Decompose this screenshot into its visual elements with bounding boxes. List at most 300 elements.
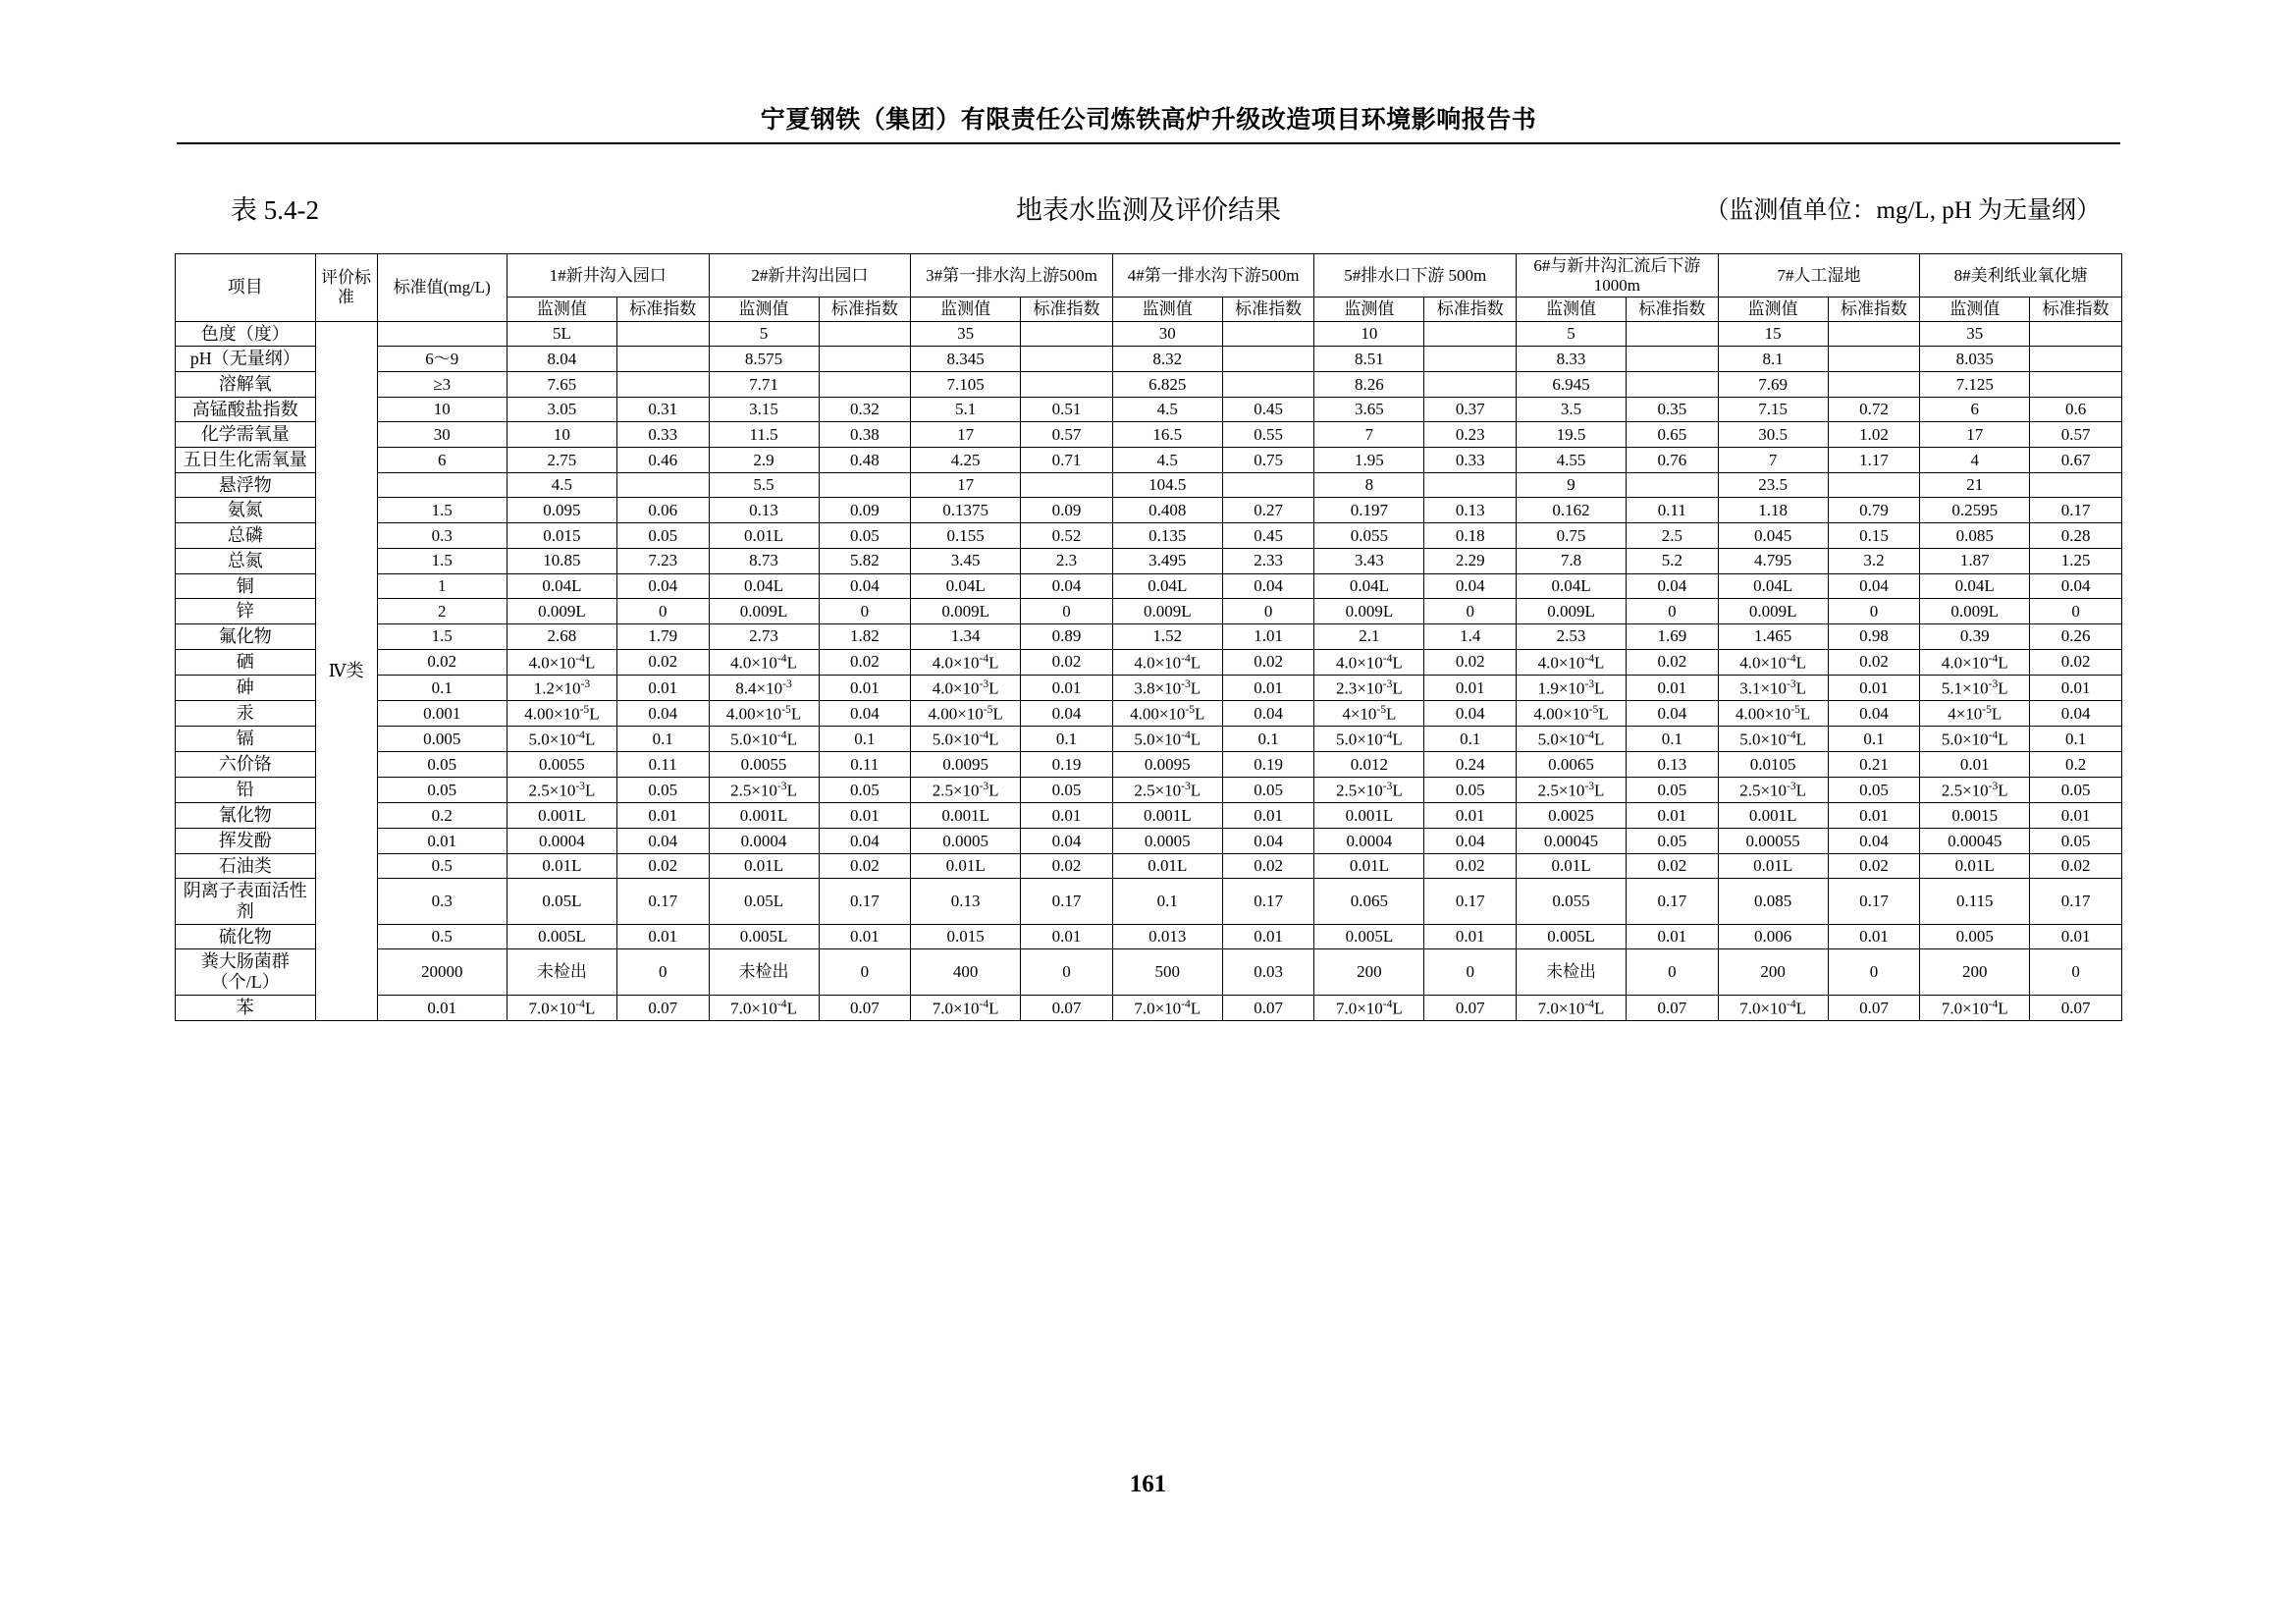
cell-index-5: 0.01 [1424, 803, 1517, 829]
cell-measured-4: 104.5 [1112, 472, 1222, 498]
cell-index-5 [1424, 347, 1517, 372]
cell-index-2: 0 [819, 599, 911, 624]
cell-index-6: 0.1 [1627, 727, 1719, 752]
row-standard-value: 0.2 [377, 803, 507, 829]
cell-index-2 [819, 372, 911, 398]
cell-index-1: 0.01 [616, 924, 709, 949]
cell-index-2: 0.01 [819, 924, 911, 949]
cell-index-1: 0.04 [616, 700, 709, 726]
cell-index-8: 0.17 [2030, 498, 2122, 523]
cell-measured-7: 0.009L [1718, 599, 1828, 624]
cell-index-6 [1627, 321, 1719, 347]
cell-measured-5: 0.01L [1314, 853, 1424, 879]
cell-measured-8: 0.115 [1920, 879, 2030, 924]
cell-measured-3: 7.105 [911, 372, 1021, 398]
cell-index-2: 1.82 [819, 623, 911, 649]
row-standard-value: 0.1 [377, 675, 507, 700]
cell-measured-3: 17 [911, 422, 1021, 448]
cell-index-3: 0.04 [1021, 828, 1113, 853]
cell-index-4: 0.04 [1222, 828, 1314, 853]
cell-measured-4: 0.001L [1112, 803, 1222, 829]
cell-index-7: 1.17 [1828, 448, 1920, 473]
cell-index-4: 0.05 [1222, 778, 1314, 803]
cell-index-2: 0.02 [819, 649, 911, 675]
cell-measured-2: 0.01L [709, 853, 819, 879]
cell-measured-7: 30.5 [1718, 422, 1828, 448]
cell-index-7: 0.21 [1828, 752, 1920, 778]
cell-index-2: 0.04 [819, 573, 911, 599]
sub-header-7-index: 标准指数 [1828, 298, 1920, 322]
cell-measured-6: 0.00045 [1517, 828, 1627, 853]
cell-measured-2: $5.0\times 10^{-4}L$ [709, 727, 819, 752]
cell-measured-6: 6.945 [1517, 372, 1627, 398]
cell-index-5: 0.33 [1424, 448, 1517, 473]
cell-measured-2: 0.0055 [709, 752, 819, 778]
row-item-label: 总氮 [176, 548, 316, 573]
cell-index-2: 0.11 [819, 752, 911, 778]
cell-measured-3: 0.009L [911, 599, 1021, 624]
cell-index-2: 0.01 [819, 803, 911, 829]
site-header-4: 4#第一排水沟下游500m [1112, 254, 1314, 298]
cell-measured-8: $2.5\times 10^{-3}L$ [1920, 778, 2030, 803]
cell-index-8: 0.6 [2030, 397, 2122, 422]
cell-index-6: 5.2 [1627, 548, 1719, 573]
sub-header-6-value: 监测值 [1517, 298, 1627, 322]
cell-measured-5: 0.001L [1314, 803, 1424, 829]
row-item-label: 硫化物 [176, 924, 316, 949]
water-monitoring-table [175, 253, 2122, 1021]
cell-measured-1: 0.0055 [507, 752, 616, 778]
cell-measured-3: 1.34 [911, 623, 1021, 649]
cell-index-4: 0.01 [1222, 803, 1314, 829]
cell-index-3: 0 [1021, 949, 1113, 995]
cell-index-1: 0.33 [616, 422, 709, 448]
cell-index-1 [616, 347, 709, 372]
cell-index-5: 0.18 [1424, 523, 1517, 549]
row-standard-value: 0.005 [377, 727, 507, 752]
cell-index-6: 0 [1627, 949, 1719, 995]
cell-index-5: 0 [1424, 599, 1517, 624]
sub-header-8-index: 标准指数 [2030, 298, 2122, 322]
cell-measured-2: 0.009L [709, 599, 819, 624]
cell-measured-7: 7.69 [1718, 372, 1828, 398]
cell-measured-4: 16.5 [1112, 422, 1222, 448]
cell-index-8: 0.07 [2030, 995, 2122, 1020]
cell-index-3: 0.02 [1021, 649, 1113, 675]
cell-index-2: 0.09 [819, 498, 911, 523]
cell-index-5: 2.29 [1424, 548, 1517, 573]
table-row [176, 448, 2122, 473]
cell-measured-2: 2.9 [709, 448, 819, 473]
table-row [176, 321, 2122, 347]
cell-measured-7: $4.0\times 10^{-4}L$ [1718, 649, 1828, 675]
cell-measured-7: 1.18 [1718, 498, 1828, 523]
cell-measured-6: 未检出 [1517, 949, 1627, 995]
cell-index-1 [616, 321, 709, 347]
cell-index-2: 0.32 [819, 397, 911, 422]
cell-index-7 [1828, 347, 1920, 372]
cell-index-4 [1222, 372, 1314, 398]
cell-index-6: 0.01 [1627, 924, 1719, 949]
cell-measured-4: 0.135 [1112, 523, 1222, 549]
row-item-label: 氨氮 [176, 498, 316, 523]
col-header-standard-value: 标准值(mg/L) [377, 254, 507, 322]
site-header-6: 6#与新井沟汇流后下游 1000m [1517, 254, 1719, 298]
cell-measured-5: $2.5\times 10^{-3}L$ [1314, 778, 1424, 803]
cell-index-2: 0.38 [819, 422, 911, 448]
cell-index-2: 0 [819, 949, 911, 995]
sub-header-2-index: 标准指数 [819, 298, 911, 322]
row-item-label: 铅 [176, 778, 316, 803]
row-standard-value: 1.5 [377, 623, 507, 649]
cell-measured-6: $4.0\times 10^{-4}L$ [1517, 649, 1627, 675]
cell-index-7: 0.01 [1828, 924, 1920, 949]
cell-measured-6: 0.0025 [1517, 803, 1627, 829]
cell-measured-5: 8.26 [1314, 372, 1424, 398]
cell-index-4: 0.75 [1222, 448, 1314, 473]
cell-index-5 [1424, 372, 1517, 398]
cell-measured-2: 未检出 [709, 949, 819, 995]
sub-header-1-value: 监测值 [507, 298, 616, 322]
cell-measured-1: 0.001L [507, 803, 616, 829]
cell-index-8: 0.26 [2030, 623, 2122, 649]
cell-measured-4: 4.5 [1112, 397, 1222, 422]
cell-index-1: 0.31 [616, 397, 709, 422]
page-number: 161 [1129, 1471, 1167, 1497]
cell-index-7: 0.72 [1828, 397, 1920, 422]
cell-index-8: 0.01 [2030, 803, 2122, 829]
cell-measured-7: 0.085 [1718, 879, 1828, 924]
cell-index-3: 0 [1021, 599, 1113, 624]
cell-index-1: 0.1 [616, 727, 709, 752]
cell-index-6: 0.65 [1627, 422, 1719, 448]
cell-measured-3: 0.1375 [911, 498, 1021, 523]
row-item-label: 砷 [176, 675, 316, 700]
cell-measured-4: 0.408 [1112, 498, 1222, 523]
table-row [176, 372, 2122, 398]
cell-measured-1: 2.68 [507, 623, 616, 649]
cell-measured-2: $4.00\times 10^{-5}L$ [709, 700, 819, 726]
row-item-label: 苯 [176, 995, 316, 1020]
cell-measured-1: 0.0004 [507, 828, 616, 853]
cell-measured-7: 0.00055 [1718, 828, 1828, 853]
cell-index-6 [1627, 372, 1719, 398]
site-header-8: 8#美利纸业氧化塘 [1920, 254, 2122, 298]
cell-index-3 [1021, 472, 1113, 498]
table-caption [177, 189, 2120, 228]
row-standard-value: 0.05 [377, 778, 507, 803]
cell-index-8 [2030, 321, 2122, 347]
cell-measured-2: 3.15 [709, 397, 819, 422]
cell-index-8: 0.05 [2030, 778, 2122, 803]
cell-measured-4: 30 [1112, 321, 1222, 347]
table-row [176, 803, 2122, 829]
cell-index-1: 7.23 [616, 548, 709, 573]
cell-index-8: 1.25 [2030, 548, 2122, 573]
row-standard-value: 30 [377, 422, 507, 448]
cell-index-8: 0.57 [2030, 422, 2122, 448]
cell-index-2 [819, 347, 911, 372]
cell-measured-8: 8.035 [1920, 347, 2030, 372]
cell-index-4: 0.45 [1222, 523, 1314, 549]
cell-index-2: 0.05 [819, 778, 911, 803]
table-row [176, 879, 2122, 924]
cell-index-4: 0.19 [1222, 752, 1314, 778]
cell-index-1: 0.04 [616, 828, 709, 853]
cell-index-1: 0.02 [616, 853, 709, 879]
cell-measured-7: 0.0105 [1718, 752, 1828, 778]
sub-header-7-value: 监测值 [1718, 298, 1828, 322]
cell-measured-2: 0.05L [709, 879, 819, 924]
cell-index-4: 0.04 [1222, 700, 1314, 726]
cell-measured-7: 0.01L [1718, 853, 1828, 879]
cell-index-3: 0.19 [1021, 752, 1113, 778]
row-item-label: 阴离子表面活性剂 [176, 879, 316, 924]
table-row [176, 573, 2122, 599]
table-caption-unit-note: （监测值单位：mg/L, pH 为无量纲） [1704, 197, 2101, 224]
cell-index-7: 0.04 [1828, 700, 1920, 726]
row-standard-value: 6 [377, 448, 507, 473]
cell-index-1 [616, 472, 709, 498]
row-item-label: 总磷 [176, 523, 316, 549]
cell-index-3: 0.09 [1021, 498, 1113, 523]
cell-measured-2: 5 [709, 321, 819, 347]
cell-measured-4: $2.5\times 10^{-3}L$ [1112, 778, 1222, 803]
row-item-label: pH（无量纲） [176, 347, 316, 372]
row-item-label: 石油类 [176, 853, 316, 879]
table-row [176, 347, 2122, 372]
cell-index-3: 0.05 [1021, 778, 1113, 803]
cell-index-8: 0.01 [2030, 675, 2122, 700]
cell-measured-8: 0.39 [1920, 623, 2030, 649]
cell-measured-6: 9 [1517, 472, 1627, 498]
cell-measured-5: 3.43 [1314, 548, 1424, 573]
cell-measured-4: 0.04L [1112, 573, 1222, 599]
cell-measured-8: 1.87 [1920, 548, 2030, 573]
cell-measured-6: 0.01L [1517, 853, 1627, 879]
table-row [176, 422, 2122, 448]
cell-index-4: 0.02 [1222, 853, 1314, 879]
cell-measured-5: $4\times 10^{-5}L$ [1314, 700, 1424, 726]
cell-index-7: 0.1 [1828, 727, 1920, 752]
row-item-label: 色度（度） [176, 321, 316, 347]
cell-measured-8: $4.0\times 10^{-4}L$ [1920, 649, 2030, 675]
row-standard-value [377, 321, 507, 347]
cell-index-1 [616, 372, 709, 398]
standard-class-value: Ⅳ类 [315, 321, 377, 1020]
row-item-label: 化学需氧量 [176, 422, 316, 448]
cell-measured-6: 0.009L [1517, 599, 1627, 624]
cell-measured-8: 0.01L [1920, 853, 2030, 879]
cell-index-7: 0.79 [1828, 498, 1920, 523]
cell-index-5: 0.04 [1424, 828, 1517, 853]
row-standard-value: 0.3 [377, 879, 507, 924]
cell-measured-7: 0.045 [1718, 523, 1828, 549]
cell-index-5: 0 [1424, 949, 1517, 995]
cell-index-6: 0.04 [1627, 573, 1719, 599]
table-header-row-1 [176, 254, 2122, 298]
cell-index-4: 0 [1222, 599, 1314, 624]
cell-measured-1: 2.75 [507, 448, 616, 473]
cell-index-8 [2030, 372, 2122, 398]
row-standard-value: 0.3 [377, 523, 507, 549]
row-standard-value: 0.01 [377, 828, 507, 853]
cell-index-2: 0.17 [819, 879, 911, 924]
cell-measured-1: 0.04L [507, 573, 616, 599]
cell-index-4 [1222, 347, 1314, 372]
table-row [176, 675, 2122, 700]
cell-measured-5: 0.197 [1314, 498, 1424, 523]
cell-index-4: 0.01 [1222, 675, 1314, 700]
row-standard-value: ≥3 [377, 372, 507, 398]
cell-index-7: 0.02 [1828, 649, 1920, 675]
sub-header-4-value: 监测值 [1112, 298, 1222, 322]
cell-index-2 [819, 321, 911, 347]
cell-index-6: 0.01 [1627, 675, 1719, 700]
cell-index-6: 0 [1627, 599, 1719, 624]
cell-measured-3: $2.5\times 10^{-3}L$ [911, 778, 1021, 803]
cell-measured-6: 8.33 [1517, 347, 1627, 372]
cell-measured-3: 0.001L [911, 803, 1021, 829]
table-row [176, 523, 2122, 549]
cell-measured-8: $7.0\times 10^{-4}L$ [1920, 995, 2030, 1020]
cell-measured-4: 0.01L [1112, 853, 1222, 879]
cell-index-1: 0.04 [616, 573, 709, 599]
cell-measured-2: 8.73 [709, 548, 819, 573]
row-item-label: 粪大肠菌群（个/L） [176, 949, 316, 995]
cell-index-2: 0.1 [819, 727, 911, 752]
cell-index-3: 0.01 [1021, 924, 1113, 949]
cell-measured-3: $4.00\times 10^{-5}L$ [911, 700, 1021, 726]
cell-measured-3: 0.0005 [911, 828, 1021, 853]
cell-measured-7: 4.795 [1718, 548, 1828, 573]
cell-index-4: 2.33 [1222, 548, 1314, 573]
cell-index-6: 0.04 [1627, 700, 1719, 726]
cell-measured-4: 4.5 [1112, 448, 1222, 473]
row-item-label: 六价铬 [176, 752, 316, 778]
cell-measured-2: $7.0\times 10^{-4}L$ [709, 995, 819, 1020]
cell-index-6: 1.69 [1627, 623, 1719, 649]
cell-measured-1: $7.0\times 10^{-4}L$ [507, 995, 616, 1020]
row-item-label: 氟化物 [176, 623, 316, 649]
cell-index-2: 0.04 [819, 828, 911, 853]
cell-measured-5: $2.3\times 10^{-3}L$ [1314, 675, 1424, 700]
table-row [176, 828, 2122, 853]
cell-measured-5: $5.0\times 10^{-4}L$ [1314, 727, 1424, 752]
cell-index-5: 0.02 [1424, 649, 1517, 675]
cell-measured-3: 5.1 [911, 397, 1021, 422]
cell-measured-5: $7.0\times 10^{-4}L$ [1314, 995, 1424, 1020]
cell-index-3: 0.01 [1021, 803, 1113, 829]
cell-measured-2: 8.575 [709, 347, 819, 372]
cell-index-6: 0.07 [1627, 995, 1719, 1020]
cell-measured-8: 21 [1920, 472, 2030, 498]
col-header-item: 项目 [176, 254, 316, 322]
cell-index-6: 0.76 [1627, 448, 1719, 473]
cell-measured-8: 6 [1920, 397, 2030, 422]
cell-measured-5: 8.51 [1314, 347, 1424, 372]
cell-measured-4: $4.00\times 10^{-5}L$ [1112, 700, 1222, 726]
cell-index-8: 0.05 [2030, 828, 2122, 853]
table-row [176, 727, 2122, 752]
cell-measured-7: 8.1 [1718, 347, 1828, 372]
cell-index-6: 0.17 [1627, 879, 1719, 924]
table-row [176, 924, 2122, 949]
cell-measured-2: 5.5 [709, 472, 819, 498]
cell-index-7 [1828, 321, 1920, 347]
cell-index-1: 1.79 [616, 623, 709, 649]
sub-header-6-index: 标准指数 [1627, 298, 1719, 322]
cell-index-1: 0.06 [616, 498, 709, 523]
cell-measured-6: $2.5\times 10^{-3}L$ [1517, 778, 1627, 803]
cell-measured-3: 17 [911, 472, 1021, 498]
cell-index-1: 0.01 [616, 803, 709, 829]
cell-index-5: 0.04 [1424, 700, 1517, 726]
cell-index-6 [1627, 347, 1719, 372]
row-standard-value: 1.5 [377, 498, 507, 523]
cell-measured-7: $5.0\times 10^{-4}L$ [1718, 727, 1828, 752]
cell-measured-4: 0.013 [1112, 924, 1222, 949]
site-header-5: 5#排水口下游 500m [1314, 254, 1517, 298]
cell-measured-3: $4.0\times 10^{-4}L$ [911, 649, 1021, 675]
site-header-7: 7#人工湿地 [1718, 254, 1920, 298]
cell-measured-7: 23.5 [1718, 472, 1828, 498]
cell-index-1: 0.02 [616, 649, 709, 675]
header-divider [177, 142, 2120, 144]
cell-measured-1: 4.5 [507, 472, 616, 498]
site-header-1: 1#新井沟入园口 [507, 254, 709, 298]
cell-index-5: 0.05 [1424, 778, 1517, 803]
site-header-2: 2#新井沟出园口 [709, 254, 911, 298]
row-standard-value: 0.5 [377, 924, 507, 949]
cell-index-5: 0.13 [1424, 498, 1517, 523]
cell-measured-1: 未检出 [507, 949, 616, 995]
row-item-label: 高锰酸盐指数 [176, 397, 316, 422]
cell-index-6: 0.05 [1627, 828, 1719, 853]
cell-measured-3: 35 [911, 321, 1021, 347]
cell-measured-6: 4.55 [1517, 448, 1627, 473]
cell-measured-5: 1.95 [1314, 448, 1424, 473]
table-row [176, 700, 2122, 726]
cell-measured-3: 0.04L [911, 573, 1021, 599]
cell-index-3: 0.04 [1021, 700, 1113, 726]
cell-index-3 [1021, 321, 1113, 347]
cell-measured-4: $7.0\times 10^{-4}L$ [1112, 995, 1222, 1020]
cell-measured-5: 0.065 [1314, 879, 1424, 924]
cell-measured-3: $7.0\times 10^{-4}L$ [911, 995, 1021, 1020]
cell-index-2 [819, 472, 911, 498]
cell-measured-4: 3.495 [1112, 548, 1222, 573]
cell-measured-8: 7.125 [1920, 372, 2030, 398]
cell-measured-7: 7.15 [1718, 397, 1828, 422]
sub-header-8-value: 监测值 [1920, 298, 2030, 322]
cell-measured-1: 10 [507, 422, 616, 448]
cell-measured-7: 0.006 [1718, 924, 1828, 949]
cell-index-4 [1222, 321, 1314, 347]
cell-index-7: 0 [1828, 949, 1920, 995]
cell-index-2: 0.01 [819, 675, 911, 700]
cell-index-8 [2030, 472, 2122, 498]
cell-measured-8: 0.009L [1920, 599, 2030, 624]
cell-measured-4: 0.1 [1112, 879, 1222, 924]
row-standard-value: 1 [377, 573, 507, 599]
cell-index-5: 0.01 [1424, 924, 1517, 949]
cell-index-5: 0.17 [1424, 879, 1517, 924]
col-header-standard-class: 评价标准 [315, 254, 377, 322]
row-item-label: 锌 [176, 599, 316, 624]
cell-measured-7: $7.0\times 10^{-4}L$ [1718, 995, 1828, 1020]
cell-measured-1: 7.65 [507, 372, 616, 398]
